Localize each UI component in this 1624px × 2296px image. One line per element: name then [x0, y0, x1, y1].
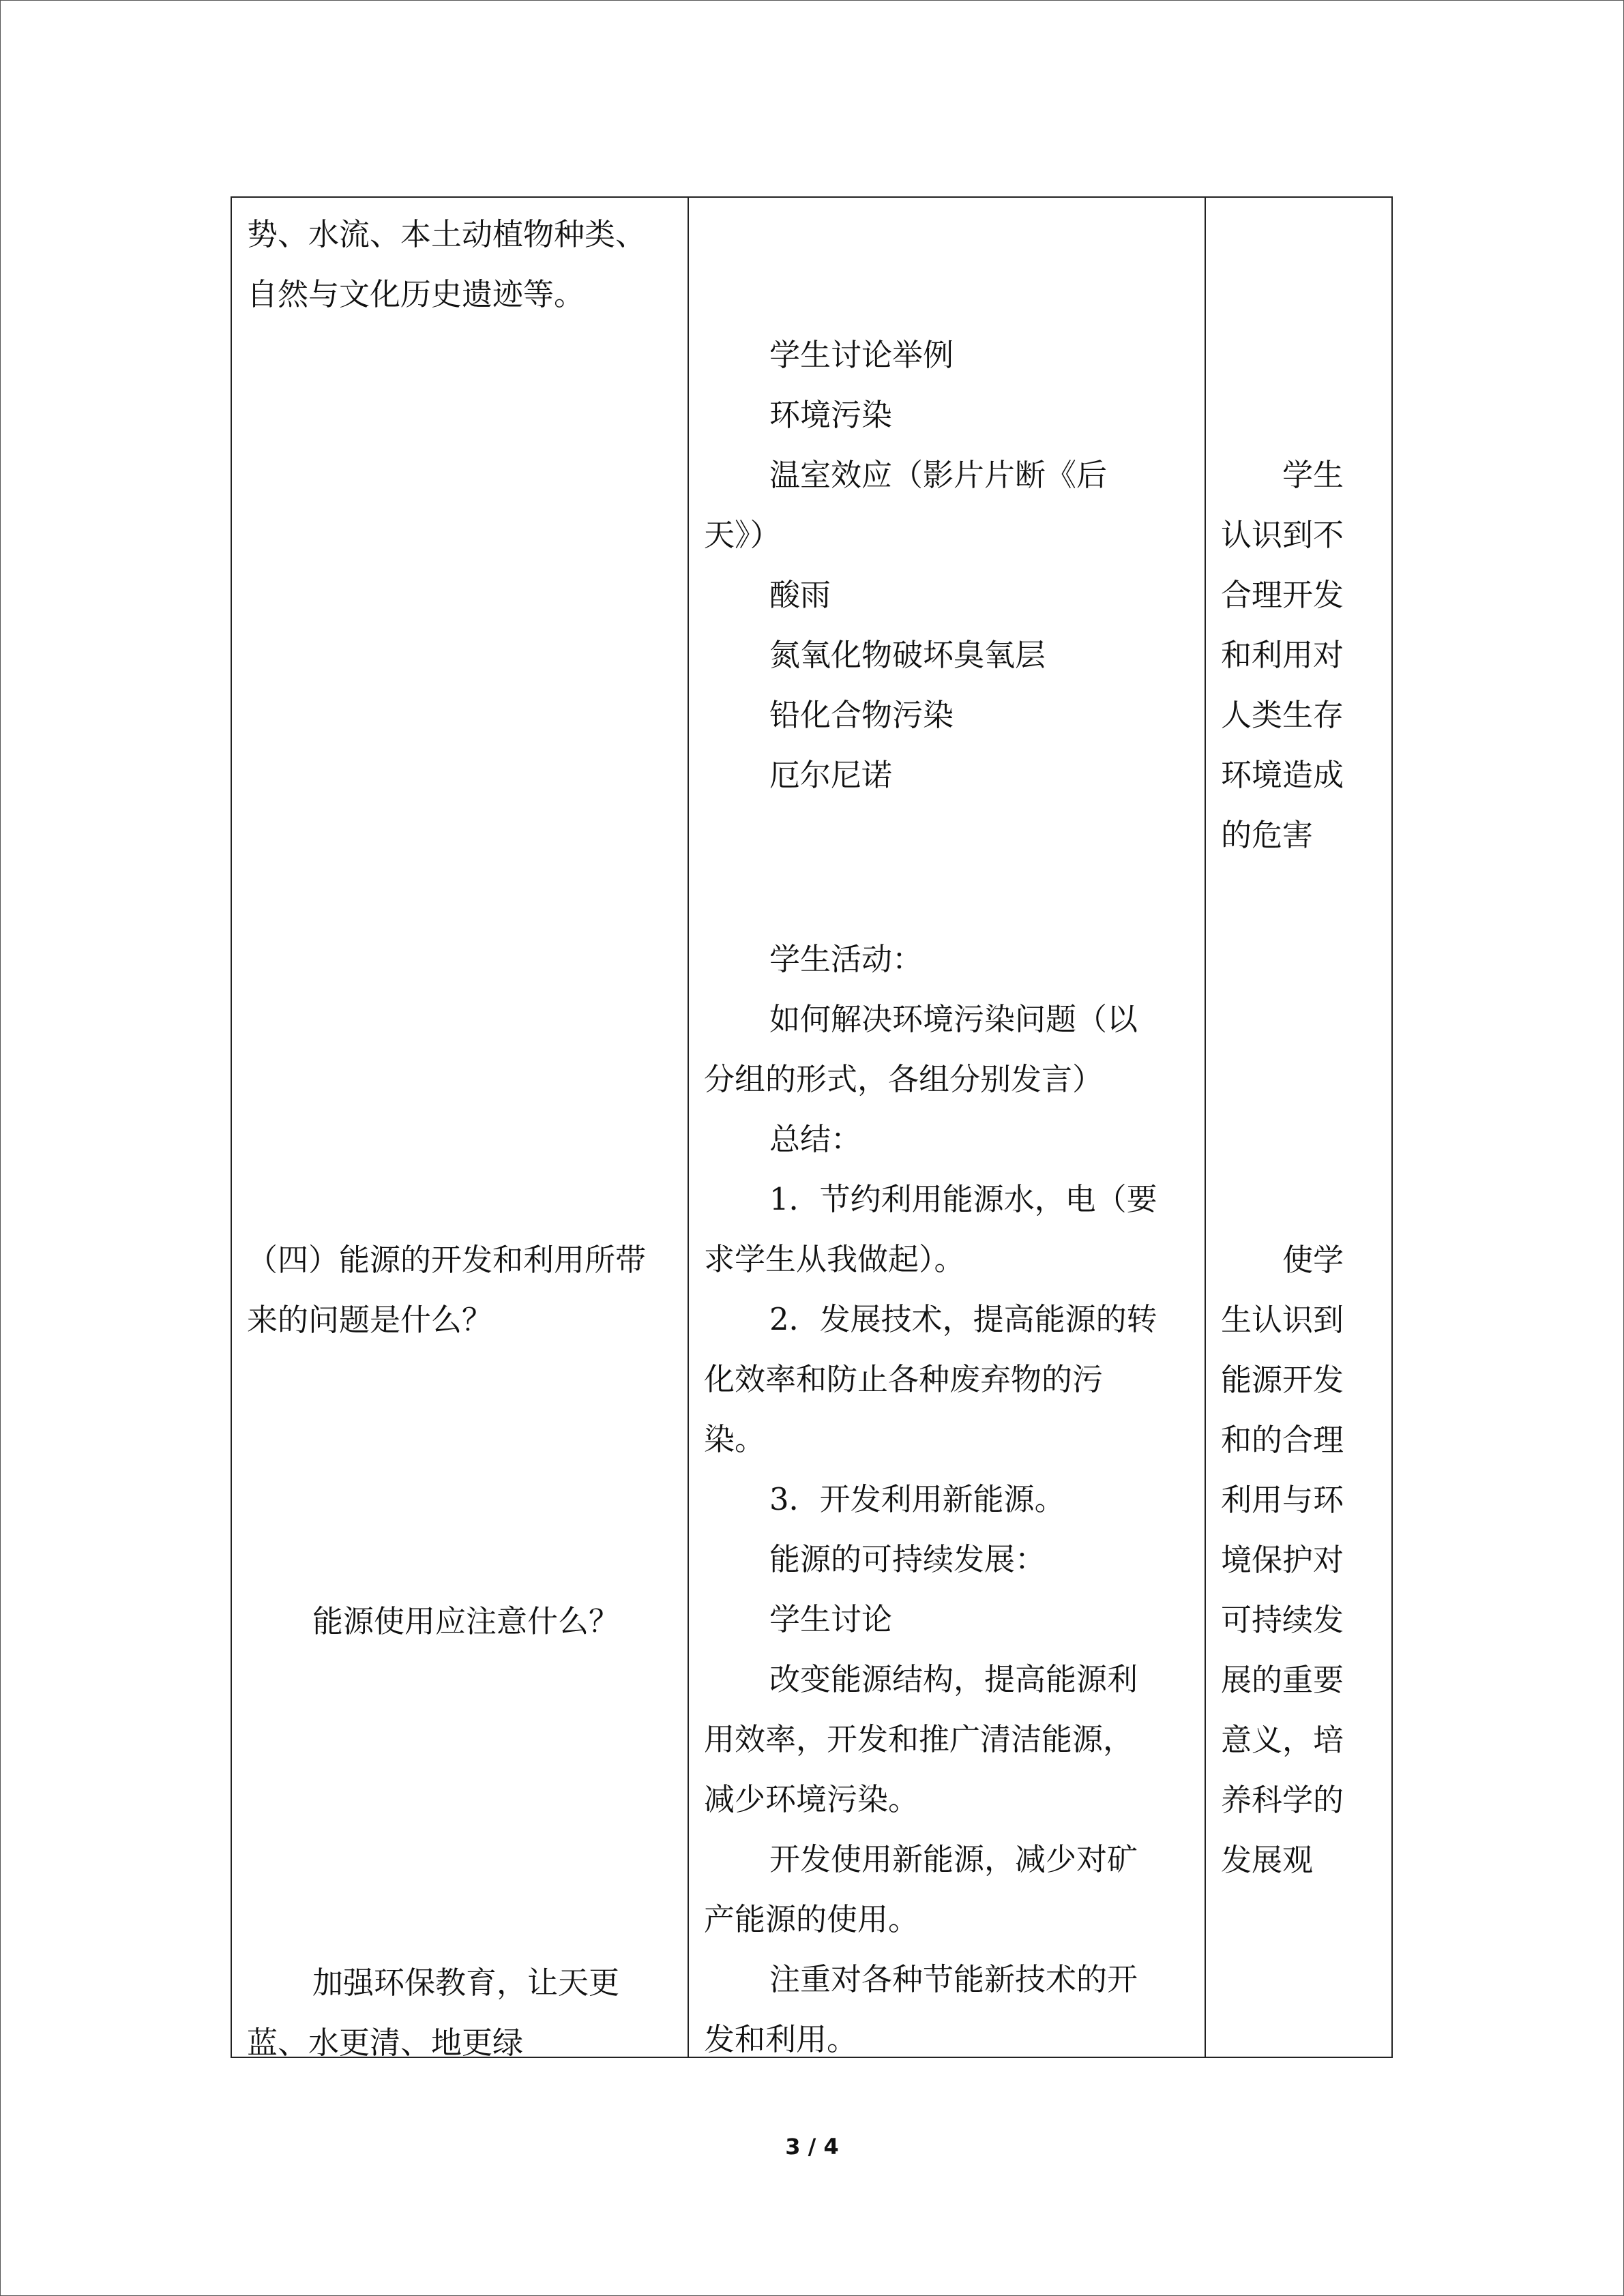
intent-line: 养科学的: [1221, 1782, 1344, 1818]
activity-line: 分组的形式，各组分别发言）: [704, 1061, 1104, 1097]
teaching-content-cell: [232, 198, 688, 2061]
activity-line: 能源的可持续发展：: [769, 1541, 1046, 1577]
lesson-plan-table: [231, 196, 1393, 2061]
student-activity-cell: [689, 198, 1205, 2057]
intent-line: 认识到不: [1221, 517, 1344, 553]
intent-line: 合理开发: [1221, 577, 1344, 613]
activity-line: 减少环境污染。: [704, 1781, 919, 1817]
intent-line: 境保护对: [1221, 1542, 1344, 1578]
activity-line: 2．发展技术，提高能源的转: [769, 1301, 1157, 1337]
activity-line: 如何解决环境污染问题（以: [769, 1001, 1138, 1037]
design-intent-cell: [1206, 198, 1393, 2057]
page-number: 3 / 4: [785, 2134, 839, 2160]
activity-line: 天》）: [704, 517, 781, 553]
activity-line: 学生讨论举例: [769, 337, 954, 373]
intent-line: 能源开发: [1221, 1362, 1344, 1398]
activity-line: 总结：: [769, 1121, 862, 1157]
activity-line: 厄尔尼诺: [769, 757, 893, 793]
content-line: 来的问题是什么？: [247, 1302, 493, 1338]
activity-line: 发和利用。: [704, 2021, 858, 2057]
activity-line: 注重对各种节能新技术的开: [769, 1961, 1138, 1997]
content-line: 蓝、水更清、地更绿: [247, 2025, 524, 2061]
activity-line: 环境污染: [769, 397, 893, 433]
activity-line: 染。: [704, 1421, 766, 1457]
activity-line: 温室效应（影片片断《后: [769, 457, 1108, 493]
intent-line: 和的合理: [1221, 1422, 1344, 1458]
intent-line: 使学: [1282, 1242, 1344, 1278]
content-line: （四）能源的开发和利用所带: [247, 1242, 647, 1278]
activity-line: 求学生从我做起）。: [704, 1241, 965, 1277]
activity-line: 1．节约利用能源水，电（要: [769, 1181, 1157, 1217]
content-line: 能源使用应注意什么？: [312, 1603, 620, 1639]
intent-line: 发展观: [1221, 1842, 1314, 1878]
intent-line: 和利用对: [1221, 637, 1344, 673]
activity-line: 用效率，开发和推广清洁能源，: [704, 1721, 1134, 1757]
activity-line: 3．开发利用新能源。: [769, 1481, 1065, 1517]
activity-line: 学生活动：: [769, 941, 924, 977]
intent-line: 生认识到: [1221, 1302, 1344, 1338]
activity-line: 产能源的使用。: [704, 1901, 919, 1937]
intent-line: 展的重要: [1221, 1662, 1344, 1698]
content-line: 自然与文化历史遗迹等。: [247, 276, 585, 312]
intent-line: 环境造成: [1221, 757, 1344, 793]
intent-line: 利用与环: [1221, 1482, 1344, 1518]
intent-line: 意义，培: [1221, 1722, 1344, 1758]
activity-line: 酸雨: [769, 577, 831, 613]
activity-line: 氮氧化物破坏臭氧层: [769, 637, 1046, 673]
activity-line: 化效率和防止各种废弃物的污: [704, 1361, 1104, 1397]
activity-line: 改变能源结构，提高能源利: [769, 1661, 1138, 1697]
intent-line: 的危害: [1221, 817, 1314, 853]
activity-line: 铅化合物污染: [769, 697, 954, 733]
activity-line: 开发使用新能源，减少对矿: [769, 1841, 1138, 1877]
content-line: 势、水流、本土动植物种类、: [247, 216, 647, 252]
intent-line: 人类生存: [1221, 697, 1344, 733]
intent-line: 可持续发: [1221, 1602, 1344, 1638]
content-line: 加强环保教育，让天更: [312, 1965, 620, 2001]
activity-line: 学生讨论: [769, 1601, 893, 1637]
intent-line: 学生: [1282, 457, 1344, 493]
